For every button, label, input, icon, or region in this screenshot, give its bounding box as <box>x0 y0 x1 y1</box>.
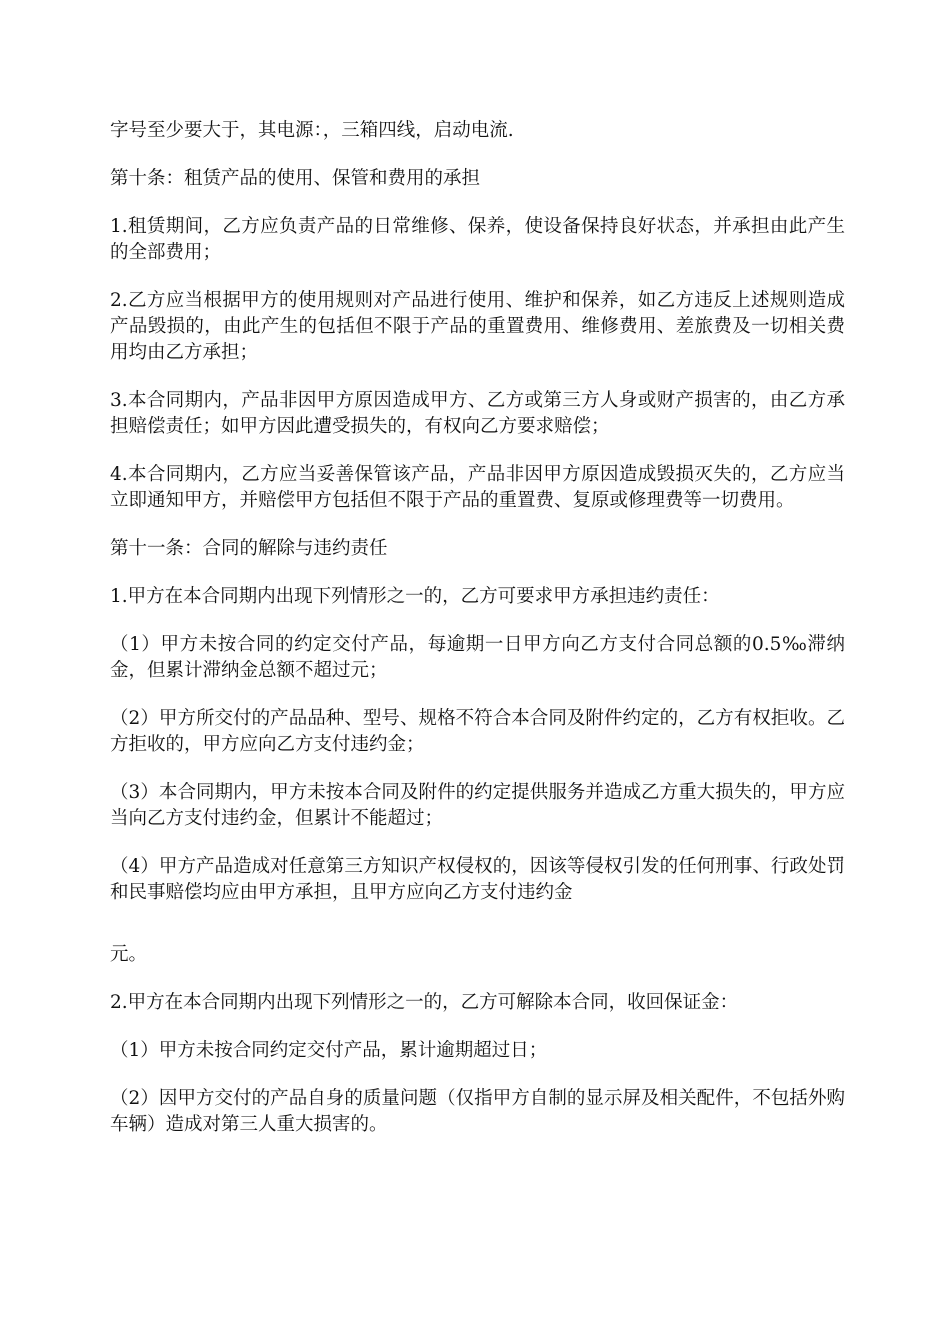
clause-11-2-item-2: （2）因甲方交付的产品自身的质量问题（仅指甲方自制的显示屏及相关配件，不包括外购车辆）造成对第三人重大损害的。 <box>110 1088 845 1135</box>
section-heading-article-10: 第十条：租赁产品的使用、保管和费用的承担 <box>110 168 481 189</box>
clause-10-1: 1.租赁期间，乙方应负责产品的日常维修、保养，使设备保持良好状态，并承担由此产生的全部费用； <box>110 216 845 263</box>
clause-10-4: 4.本合同期内，乙方应当妥善保管该产品，产品非因甲方原因造成毁损灭失的，乙方应当立即通知甲方，并赔偿甲方包括但不限于产品的重置费、复原或修理费等一切费用。 <box>110 464 845 511</box>
clause-11-2: 2.甲方在本合同期内出现下列情形之一的，乙方可解除本合同，收回保证金： <box>110 992 739 1013</box>
clause-11-1: 1.甲方在本合同期内出现下列情形之一的，乙方可要求甲方承担违约责任： <box>110 586 720 607</box>
clause-11-1-item-3: （3）本合同期内，甲方未按本合同及附件的约定提供服务并造成乙方重大损失的，甲方应当向乙方支付违约金，但累计不能超过； <box>110 782 845 829</box>
clause-11-1-item-4-continued: 元。 <box>110 944 148 965</box>
clause-10-3: 3.本合同期内，产品非因甲方原因造成甲方、乙方或第三方人身或财产损害的，由乙方承担赔偿责任；如甲方因此遭受损失的，有权向乙方要求赔偿； <box>110 390 845 437</box>
document-page <box>110 118 845 1160</box>
clause-11-2-item-1: （1）甲方未按合同约定交付产品，累计逾期超过日； <box>110 1040 548 1061</box>
paragraph-power-spec: 字号至少要大于，其电源：，三箱四线，启动电流. <box>110 120 514 141</box>
clause-11-1-item-2: （2）甲方所交付的产品品种、型号、规格不符合本合同及附件约定的，乙方有权拒收。乙方拒收的，甲方应向乙方支付违约金； <box>110 708 845 755</box>
clause-11-1-item-4: （4）甲方产品造成对任意第三方知识产权侵权的，因该等侵权引发的任何刑事、行政处罚和民事赔偿均应由甲方承担，且甲方应向乙方支付违约金 <box>110 856 845 903</box>
clause-11-1-item-1: （1）甲方未按合同的约定交付产品，每逾期一日甲方向乙方支付合同总额的0.5‰滞纳金，但累计滞纳金总额不超过元； <box>110 634 845 681</box>
clause-10-2: 2.乙方应当根据甲方的使用规则对产品进行使用、维护和保养，如乙方违反上述规则造成产品毁损的，由此产生的包括但不限于产品的重置费用、维修费用、差旅费及一切相关费用均由乙方承担； <box>110 290 845 363</box>
section-heading-article-11: 第十一条：合同的解除与违约责任 <box>110 538 388 559</box>
